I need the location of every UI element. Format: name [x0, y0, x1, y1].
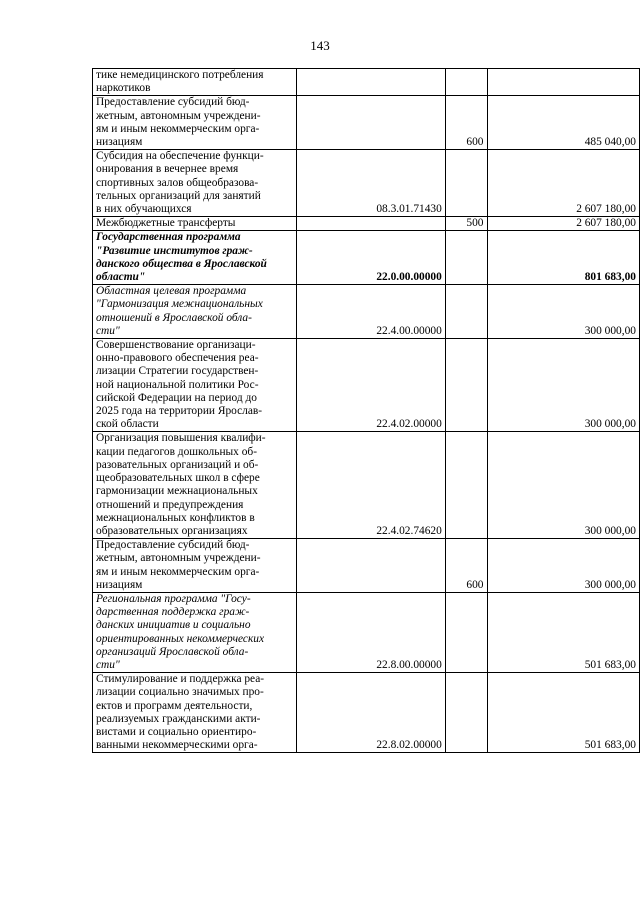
expense-type-cell: [445, 673, 487, 753]
row-name-line: Предоставление субсидий бюд-: [96, 96, 250, 109]
row-name-line: сийской Федерации на период до: [96, 391, 257, 404]
row-name-line: отношений в Ярославской обла-: [96, 311, 252, 324]
table-row: [93, 96, 640, 150]
row-name-line: Стимулирование и поддержка реа-: [96, 673, 265, 686]
expense-type-cell: [445, 150, 487, 217]
table-row: [93, 217, 640, 231]
row-name-line: наркотиков: [96, 82, 151, 95]
row-name-line: межнациональных конфликтов в: [96, 511, 255, 524]
row-name-line: Государственная программа: [96, 231, 241, 244]
table-row: [93, 432, 640, 539]
row-name-line: ям и иным некоммерческим орга-: [96, 565, 260, 578]
row-name-line: "Гармонизация межнациональных: [96, 298, 263, 311]
target-article-code-cell: 08.3.01.71430: [297, 150, 446, 217]
row-name-cell: [93, 673, 297, 753]
row-name-line: Организация повышения квалифи-: [96, 432, 266, 445]
amount-cell: 801 683,00: [487, 231, 640, 285]
table-row: [93, 285, 640, 339]
amount-cell: [487, 69, 640, 96]
row-name-line: низациям: [96, 578, 143, 591]
table-row: [93, 539, 640, 593]
amount-cell: 485 040,00: [487, 96, 640, 150]
row-name-line: тике немедицинского потребления: [96, 69, 264, 81]
row-name-line: 2025 года на территории Ярослав-: [96, 405, 263, 418]
row-name-line: вистами и социально ориентиро-: [96, 725, 257, 738]
row-name-line: разовательных организаций и об-: [96, 458, 259, 471]
row-name-line: сти": [96, 658, 120, 671]
table-row: [93, 673, 640, 753]
row-name-line: дарственная поддержка граж-: [96, 606, 250, 619]
row-name-line: лизации социально значимых про-: [96, 686, 264, 699]
expense-type-cell: [445, 339, 487, 432]
row-name-line: онно-правового обеспечения реа-: [96, 352, 259, 365]
row-name-line: реализуемых гражданскими акти-: [96, 712, 261, 725]
target-article-code-cell: 22.4.02.00000: [297, 339, 446, 432]
table-row: [93, 231, 640, 285]
row-name-cell: [93, 592, 297, 672]
row-name-line: ной национальной политики Рос-: [96, 378, 259, 391]
row-name-line: ориентированных некоммерческих: [96, 632, 265, 645]
budget-table: [92, 68, 640, 753]
row-name-line: ям и иным некоммерческим орга-: [96, 122, 260, 135]
row-name-line: "Развитие институтов граж-: [96, 244, 253, 257]
row-name-line: ванными некоммерческими орга-: [96, 739, 258, 752]
row-name-line: в них обучающихся: [96, 203, 192, 216]
row-name-cell: [93, 539, 297, 593]
amount-cell: 300 000,00: [487, 432, 640, 539]
budget-table-body: [93, 69, 640, 753]
target-article-code-cell: 22.0.00.00000: [297, 231, 446, 285]
target-article-code-cell: [297, 217, 446, 231]
row-name-cell: [93, 96, 297, 150]
row-name-line: гармонизации межнациональных: [96, 485, 258, 498]
row-name-line: Региональная программа "Госу-: [96, 592, 251, 605]
row-name-line: онирования в вечернее время: [96, 163, 239, 176]
expense-type-cell: [445, 285, 487, 339]
amount-cell: 501 683,00: [487, 592, 640, 672]
target-article-code-cell: 22.8.00.00000: [297, 592, 446, 672]
expense-type-cell: [445, 231, 487, 285]
row-name-line: Предоставление субсидий бюд-: [96, 539, 250, 552]
expense-type-cell: 600: [445, 96, 487, 150]
row-name-line: Межбюджетные трансферты: [96, 217, 236, 230]
row-name-line: Субсидия на обеспечение функци-: [96, 150, 264, 163]
row-name-line: данских инициатив и социально: [96, 619, 251, 632]
table-row: [93, 592, 640, 672]
target-article-code-cell: [297, 539, 446, 593]
row-name-cell: [93, 339, 297, 432]
row-name-line: ектов и программ деятельности,: [96, 699, 253, 712]
amount-cell: 2 607 180,00: [487, 150, 640, 217]
row-name-line: спортивных залов общеобразова-: [96, 176, 259, 189]
table-row: [93, 339, 640, 432]
row-name-line: ской области: [96, 418, 159, 431]
row-name-line: организаций Ярославской обла-: [96, 645, 249, 658]
row-name-cell: [93, 217, 297, 231]
row-name-line: лизации Стратегии государствен-: [96, 365, 259, 378]
row-name-line: тельных организаций для занятий: [96, 189, 261, 202]
expense-type-cell: 500: [445, 217, 487, 231]
row-name-line: Совершенствование организаци-: [96, 339, 256, 352]
target-article-code-cell: [297, 96, 446, 150]
target-article-code-cell: 22.8.02.00000: [297, 673, 446, 753]
row-name-cell: [93, 231, 297, 285]
amount-cell: 300 000,00: [487, 539, 640, 593]
row-name-line: щеобразовательных школ в сфере: [96, 472, 260, 485]
amount-cell: 300 000,00: [487, 285, 640, 339]
target-article-code-cell: 22.4.00.00000: [297, 285, 446, 339]
row-name-cell: [93, 69, 297, 96]
amount-cell: 501 683,00: [487, 673, 640, 753]
row-name-line: области": [96, 271, 146, 284]
row-name-cell: [93, 150, 297, 217]
page-number: 143: [310, 38, 330, 53]
target-article-code-cell: 22.4.02.74620: [297, 432, 446, 539]
row-name-line: отношений и предупреждения: [96, 498, 244, 511]
expense-type-cell: [445, 432, 487, 539]
expense-type-cell: [445, 69, 487, 96]
row-name-line: сти": [96, 324, 120, 337]
row-name-cell: [93, 432, 297, 539]
amount-cell: 300 000,00: [487, 339, 640, 432]
row-name-line: кации педагогов дошкольных об-: [96, 445, 258, 458]
table-row: [93, 69, 640, 96]
amount-cell: 2 607 180,00: [487, 217, 640, 231]
expense-type-cell: 600: [445, 539, 487, 593]
row-name-line: жетным, автономным учреждени-: [96, 109, 261, 122]
expense-type-cell: [445, 592, 487, 672]
row-name-line: низациям: [96, 136, 143, 149]
row-name-line: Областная целевая программа: [96, 285, 247, 298]
target-article-code-cell: [297, 69, 446, 96]
table-row: [93, 150, 640, 217]
row-name-line: данского общества в Ярославской: [96, 257, 267, 270]
row-name-cell: [93, 285, 297, 339]
row-name-line: образовательных организациях: [96, 524, 248, 537]
row-name-line: жетным, автономным учреждени-: [96, 552, 261, 565]
